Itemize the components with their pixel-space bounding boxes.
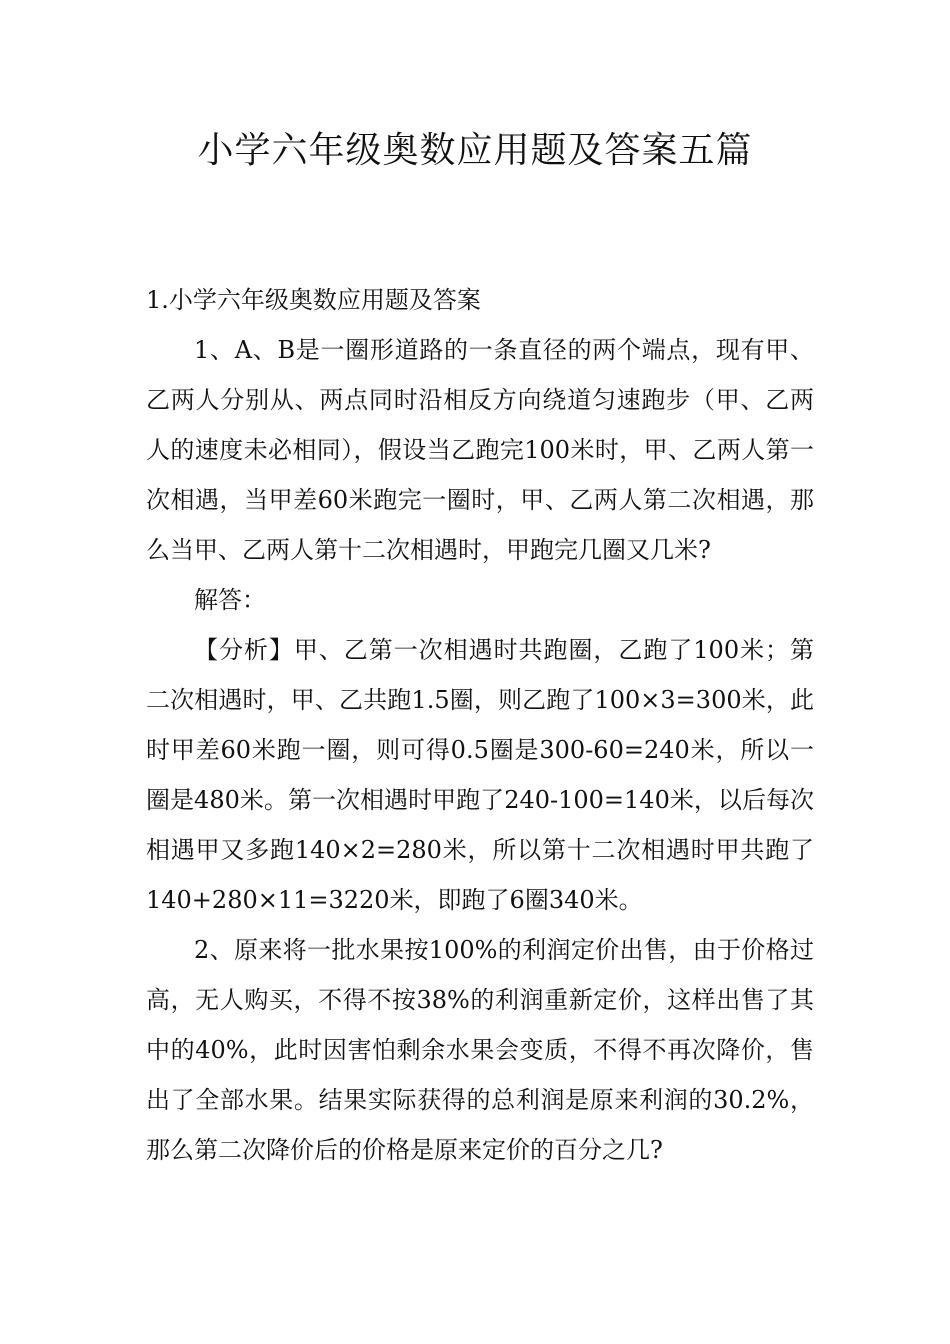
problem-1-paragraph: 1、A、B是一圈形道路的一条直径的两个端点，现有甲、乙两人分别从、两点同时沿相反方向绕道匀速跑步（甲、乙两人的速度未必相同），假设当乙跑完100米时，甲、乙两人第一次相遇，当甲差60米跑完一圈时，甲、乙两人第二次相遇，那么当甲、乙两人第十二次相遇时，甲跑完几圈又几米? [146,336,814,564]
section-heading: 1.小学六年级奥数应用题及答案 [146,286,481,314]
answer-label: 解答： [194,586,266,614]
document-body [146,275,814,1175]
document-title: 小学六年级奥数应用题及答案五篇 [197,130,753,171]
problem-2-paragraph: 2、原来将一批水果按100%的利润定价出售，由于价格过高，无人购买，不得不按38%的利润重新定价，这样出售了其中的40%，此时因害怕剩余水果会变质，不得不再次降价，售出了全部水果。结果实际获得的总利润是原来利润的30.2%，那么第二次降价后的价格是原来定价的百分之几? [146,936,814,1164]
analysis-paragraph: 【分析】甲、乙第一次相遇时共跑圈，乙跑了100米；第二次相遇时，甲、乙共跑1.5圈，则乙跑了100×3=300米，此时甲差60米跑一圈，则可得0.5圈是300-60=240米，所以一圈是480米。第一次相遇时甲跑了240-100=140米，以后每次相遇甲又多跑140×2=280米，所以第十二次相遇时甲共跑了140+280×11=3220米，即跑了6圈340米。 [146,636,814,914]
